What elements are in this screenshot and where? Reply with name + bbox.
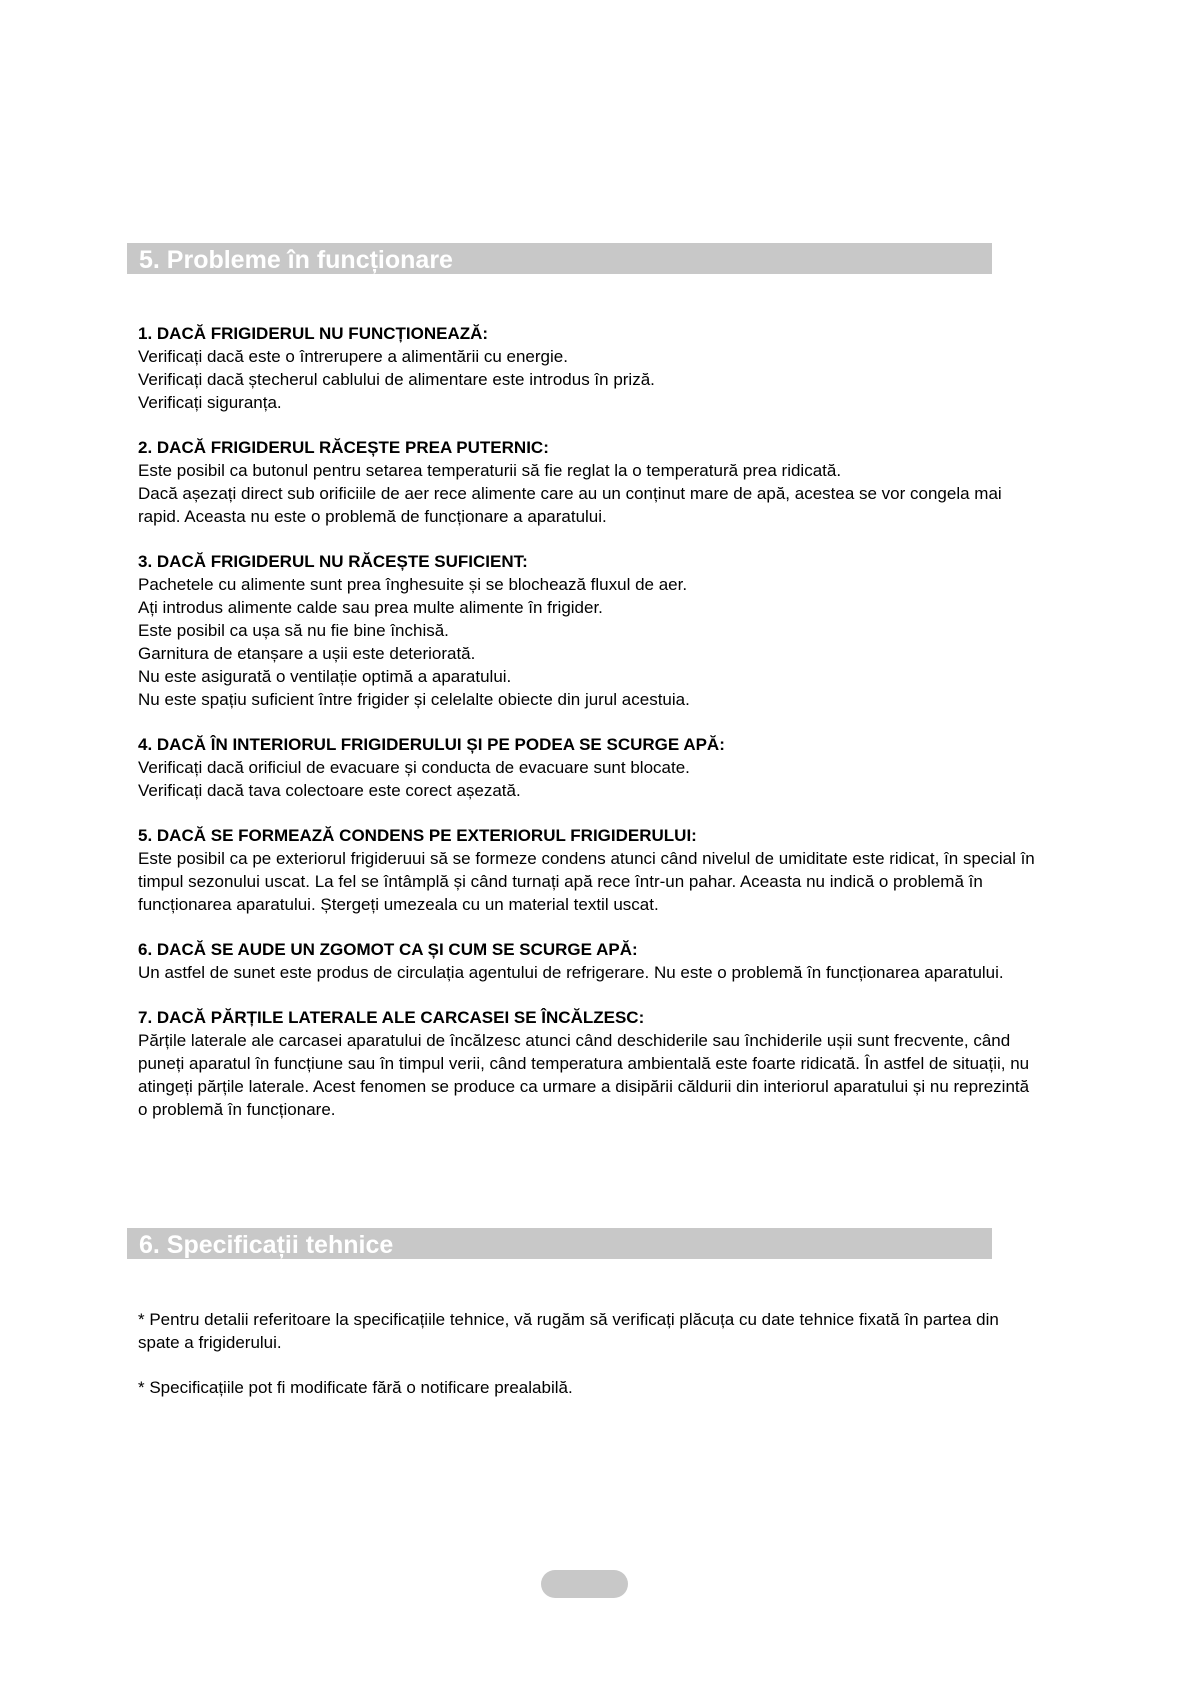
item-4-title: 4. DACĂ ÎN INTERIORUL FRIGIDERULUI ȘI PE PODEA SE SCURGE APĂ: (138, 735, 725, 754)
item-1-line-1: Verificați dacă este o întrerupere a alimentării cu energie. (138, 347, 568, 366)
section-5-header (127, 243, 992, 274)
troubleshooting-list (138, 322, 1038, 1143)
troubleshooting-item-4 (138, 733, 1038, 802)
item-2-title: 2. DACĂ FRIGIDERUL RĂCEȘTE PREA PUTERNIC: (138, 438, 549, 457)
item-1-line-2: Verificați dacă ștecherul cablului de alimentare este introdus în priză. (138, 370, 655, 389)
item-5-title: 5. DACĂ SE FORMEAZĂ CONDENS PE EXTERIORUL FRIGIDERULUI: (138, 826, 697, 845)
item-6-title: 6. DACĂ SE AUDE UN ZGOMOT CA ȘI CUM SE SCURGE APĂ: (138, 940, 638, 959)
item-7-line-1: Părțile laterale ale carcasei aparatului de încălzesc atunci când deschiderile sau închiderile ușii sunt frecvente, când puneți aparatul în funcțiune sau în timpul verii, când temperatura ambientală este foarte ridicată. În astfel de situații, nu atingeți părțile laterale. Acest fenomen se produce ca urmare a disipării căldurii din interiorul aparatului și nu reprezintă o problemă în funcționare. (138, 1031, 1030, 1119)
item-2-line-1: Este posibil ca butonul pentru setarea temperaturii să fie reglat la o temperatură prea ridicată. (138, 461, 842, 480)
spec-note-1: * Pentru detalii referitoare la specificațiile tehnice, vă rugăm să verificați plăcuța cu date tehnice fixată în partea din spate a frigiderului. (138, 1310, 999, 1352)
item-1-line-3: Verificați siguranța. (138, 393, 282, 412)
item-5-line-1: Este posibil ca pe exteriorul frigideruui să se formeze condens atunci când nivelul de umiditate este ridicat, în special în timpul sezonului uscat. La fel se întâmplă și când turnați apă rece într-un pahar. Aceasta nu indică o problemă în funcționarea aparatului. Ștergeți umezeala cu un material textil uscat. (138, 849, 1035, 914)
item-3-line-3: Este posibil ca ușa să nu fie bine închisă. (138, 621, 449, 640)
troubleshooting-item-6 (138, 938, 1038, 984)
item-6-line-1: Un astfel de sunet este produs de circulația agentului de refrigerare. Nu este o problemă în funcționarea aparatului. (138, 963, 1004, 982)
section-6-header (127, 1228, 992, 1259)
item-7-title: 7. DACĂ PĂRȚILE LATERALE ALE CARCASEI SE ÎNCĂLZESC: (138, 1008, 645, 1027)
item-3-line-5: Nu este asigurată o ventilație optimă a aparatului. (138, 667, 512, 686)
item-3-line-2: Ați introdus alimente calde sau prea multe alimente în frigider. (138, 598, 603, 617)
troubleshooting-item-7 (138, 1006, 1038, 1121)
item-4-line-2: Verificați dacă tava colectoare este corect așezată. (138, 781, 521, 800)
item-4-line-1: Verificați dacă orificiul de evacuare și conducta de evacuare sunt blocate. (138, 758, 690, 777)
item-1-title: 1. DACĂ FRIGIDERUL NU FUNCȚIONEAZĂ: (138, 324, 489, 343)
section-5-title: 5. Probleme în funcționare (139, 246, 453, 274)
item-3-line-4: Garnitura de etanșare a ușii este deteriorată. (138, 644, 476, 663)
item-3-line-1: Pachetele cu alimente sunt prea înghesuite și se blochează fluxul de aer. (138, 575, 688, 594)
specifications-notes (138, 1308, 1038, 1421)
troubleshooting-item-1 (138, 322, 1038, 414)
troubleshooting-item-5 (138, 824, 1038, 916)
item-3-line-6: Nu este spațiu suficient între frigider și celelalte obiecte din jurul acestuia. (138, 690, 690, 709)
troubleshooting-item-2 (138, 436, 1038, 528)
item-2-line-2: Dacă așezați direct sub orificiile de aer rece alimente care au un conținut mare de apă, acestea se vor congela mai rapid. Aceasta nu este o problemă de funcționare a aparatului. (138, 484, 1002, 526)
item-3-title: 3. DACĂ FRIGIDERUL NU RĂCEȘTE SUFICIENT: (138, 552, 528, 571)
page-number-pill (541, 1570, 628, 1598)
troubleshooting-item-3 (138, 550, 1038, 711)
section-6-title: 6. Specificații tehnice (139, 1231, 394, 1259)
spec-note-2: * Specificațiile pot fi modificate fără o notificare prealabilă. (138, 1378, 573, 1397)
